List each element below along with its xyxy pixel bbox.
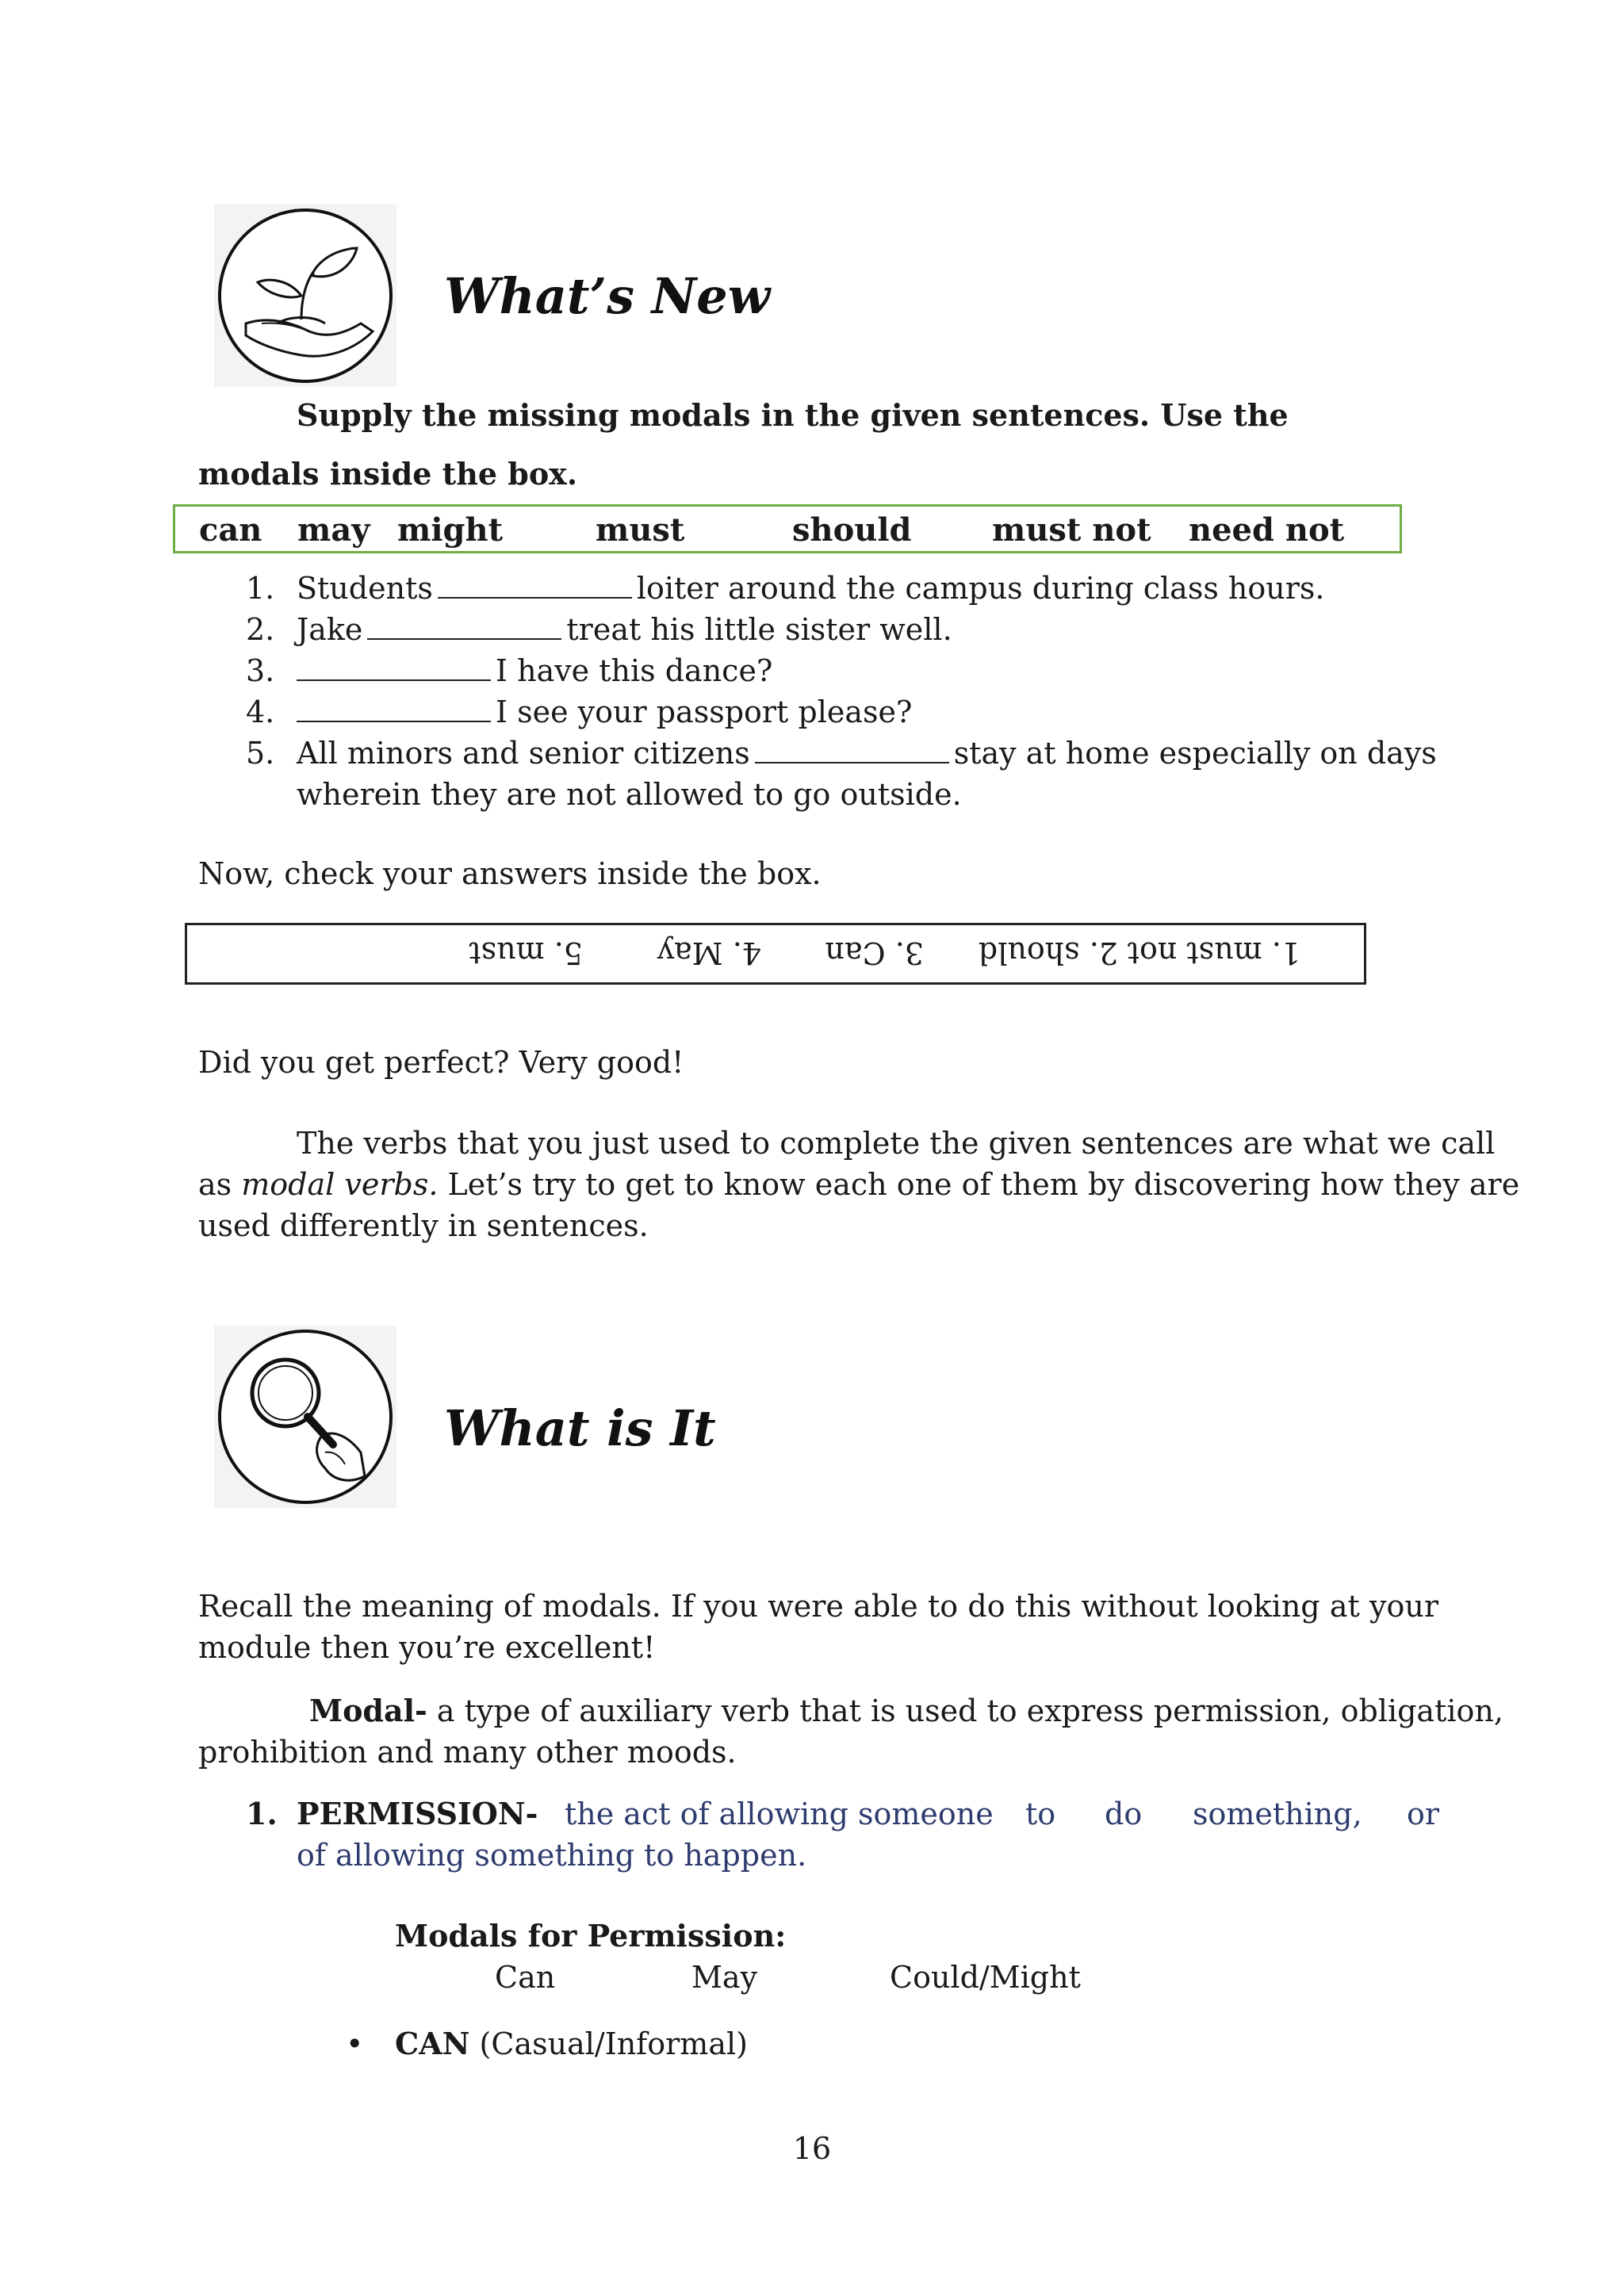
answer-blank — [755, 735, 949, 763]
modal-definition-line2: prohibition and many other moods. — [198, 1735, 737, 1770]
magnifying-glass-hand-icon — [214, 1326, 396, 1508]
page-number: 16 — [792, 2131, 832, 2166]
answer-blank — [438, 570, 632, 599]
permission-modal-item: Could/Might — [890, 1960, 1081, 1995]
modal-word: can — [199, 511, 262, 549]
answer-blank — [297, 694, 491, 722]
answer-key-item: 3. Can — [825, 936, 924, 970]
exercise-item-continuation: wherein they are not allowed to go outside. — [297, 777, 962, 812]
permission-definition-word: the act of allowing someone — [565, 1797, 994, 1831]
instruction-line-1: Supply the missing modals in the given sentences. Use the — [297, 397, 1289, 433]
section-title-what-is-it: What is It — [444, 1399, 716, 1457]
modal-verbs-para-line3: used differently in sentences. — [198, 1208, 649, 1243]
recall-line1: Recall the meaning of modals. If you were able to do this without looking at your — [198, 1589, 1438, 1624]
permission-definition-word: something, — [1193, 1797, 1362, 1831]
permission-modal-item: May — [691, 1960, 758, 1995]
modal-verbs-para-line2: as modal verbs. Let’s try to get to know each one of them by discovering how they are — [198, 1167, 1520, 1202]
answer-key-box — [185, 923, 1366, 985]
permission-definition-word: to — [1025, 1797, 1056, 1831]
permission-definition-line2: of allowing something to happen. — [297, 1838, 807, 1873]
answer-blank — [297, 652, 491, 681]
modal-word: need not — [1189, 511, 1345, 549]
modal-word: must not — [992, 511, 1151, 549]
answer-key-item: 4. May — [657, 936, 761, 970]
modal-word: should — [792, 511, 912, 549]
bullet-icon: • — [346, 2026, 364, 2061]
answer-key-item: 2. should — [978, 936, 1118, 970]
recall-line2: module then you’re excellent! — [198, 1630, 656, 1665]
modal-word-box — [173, 504, 1402, 553]
instruction-line-2: modals inside the box. — [198, 456, 578, 492]
modal-definition-line1: Modal- a type of auxiliary verb that is used to express permission, obligation, — [309, 1693, 1503, 1728]
section-title-whats-new: What’s New — [444, 267, 771, 325]
modal-word: may — [297, 511, 370, 549]
check-answers-text: Now, check your answers inside the box. — [198, 856, 822, 891]
modal-term: Modal- — [309, 1693, 427, 1728]
perfect-text: Did you get perfect? Very good! — [198, 1045, 684, 1080]
answer-key-item: 1. must not — [1127, 936, 1300, 970]
modal-verbs-para-line1: The verbs that you just used to complete the given sentences are what we call — [297, 1126, 1496, 1161]
permission-number: 1. — [246, 1796, 278, 1831]
modal-word: might — [397, 511, 504, 549]
hand-holding-plant-icon — [214, 205, 396, 387]
can-bullet-item: CAN (Casual/Informal) — [395, 2026, 748, 2061]
permission-modal-item: Can — [495, 1960, 556, 1995]
modal-word: must — [596, 511, 685, 549]
answer-blank — [367, 611, 561, 640]
permission-term: PERMISSION- — [297, 1796, 538, 1831]
answer-key-item: 5. must — [469, 936, 583, 970]
permission-definition-word: do — [1105, 1797, 1143, 1831]
modals-for-permission-heading: Modals for Permission: — [395, 1918, 787, 1954]
permission-definition-word: or — [1407, 1797, 1440, 1831]
